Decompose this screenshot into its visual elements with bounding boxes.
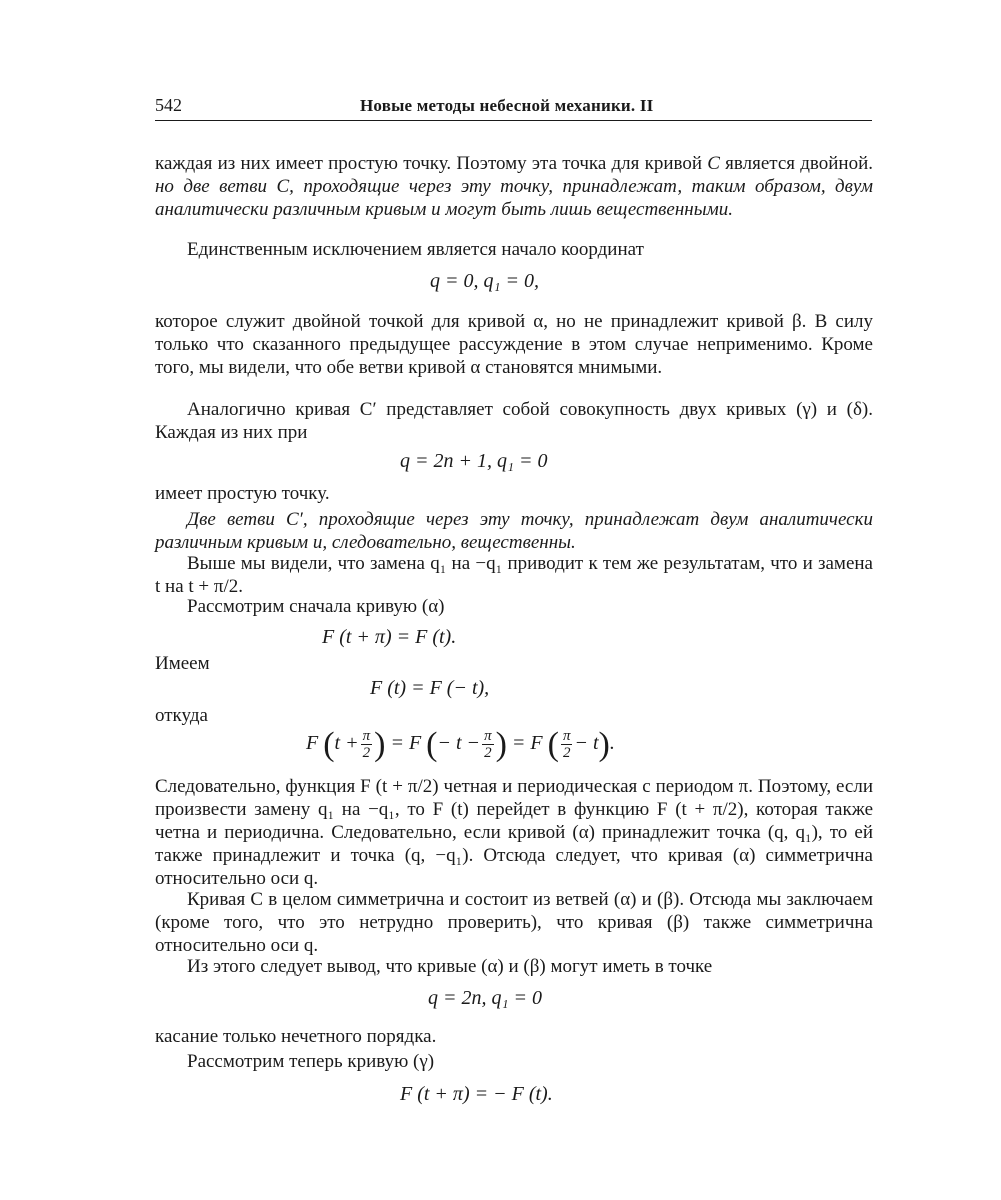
f5-part-f: − t [574,732,599,755]
paragraph-13: Рассмотрим теперь кривую (γ) [187,1051,435,1072]
formula-shift-half-pi [306,728,615,761]
f5-part-d: − t − [437,732,481,755]
page-number: 542 [155,95,182,115]
f5-fraction-1: $\frac{\pi}{2}$ [362,728,371,761]
formula-alpha-periodic: F (t + π) = F (t). [322,626,457,648]
p1-text-b: является двойной. [719,153,873,174]
f5-paren-open-2: ( [426,726,438,763]
paragraph-7: Выше мы видели, что замена q₁ на −q₁ приводит к тем же результатам, что и замена t на t + π/2. [155,553,873,597]
paragraph-4: Аналогично кривая C′ представляет собой совокупность двух кривых (γ) и (δ). Каждая из них при [155,399,873,443]
f5-paren-open-3: ( [547,726,559,763]
running-title: Новые методы небесной механики. II [360,96,654,115]
formula-q-2n: q = 2n, q₁ = 0 [428,987,542,1009]
label-otkuda: откуда [155,705,208,726]
paragraph-8: Рассмотрим сначала кривую (α) [187,596,445,617]
paragraph-10: Кривая C в целом симметрична и состоит из ветвей (α) и (β). Отсюда мы заключаем (кроме того, что это нетрудно проверить), что кривая (β) также симметрична относительно оси q. [155,889,873,956]
p1-text-a: каждая из них имеет простую точку. Поэтому эта точка для кривой [155,153,708,174]
f5-part-e: = F [511,732,543,755]
paragraph-3: которое служит двойной точкой для кривой α, но не принадлежит кривой β. В силу только что сказанного предыдущее рассуждение в этом случае неприменимо. Кроме того, мы видели, что обе ветви кривой α становятся мнимыми. [155,311,873,378]
f5-part-g: . [609,732,615,755]
f5-fraction-3: $\frac{\pi}{2}$ [562,728,571,761]
paragraph-5: имеет простую точку. [155,483,330,504]
paragraph-11: Из этого следует вывод, что кривые (α) и (β) могут иметь в точке [187,956,713,977]
p1-curve-c: C [707,153,720,174]
paragraph-9: Следовательно, функция F (t + π/2) четная и периодическая с периодом π. Поэтому, если произвести замену q₁ на −q₁, то F (t) перейдет в функцию F (t + π/2), которая также четна и периодична. Следовательно, если кривой (α) принадлежит точка (q, q₁), то ей также принадлежит и точка (q, −q₁). Отсюда следует, что кривая (α) симметрична относительно оси q. [155,776,873,889]
f5-paren-open-1: ( [323,726,335,763]
f5-fraction-2: $\frac{\pi}{2}$ [484,728,492,761]
paragraph-1 [155,152,873,221]
formula-gamma-antiperiodic: F (t + π) = − F (t). [400,1083,553,1105]
paragraph-6: Две ветви C′, проходящие через эту точку, принадлежат двум аналитически различным кривым и, следовательно, вещественны. [155,509,873,553]
f5-part-a: F [306,732,319,755]
p1-italic-text: но две ветви C, проходящие через эту точку, принадлежат, таким образом, двум аналитически различным кривым и могут быть лишь вещественными. [155,176,873,220]
page-header [155,94,872,121]
f5-paren-close-1: ) [374,726,386,763]
f5-part-b: t + [334,732,359,755]
formula-q-2n-plus-1: q = 2n + 1, q₁ = 0 [400,450,548,472]
f5-paren-close-2: ) [495,726,507,763]
formula-even: F (t) = F (− t), [370,677,490,699]
f5-part-c: = F [390,732,422,755]
paragraph-12: касание только нечетного порядка. [155,1026,437,1047]
label-imeem: Имеем [155,653,210,674]
paragraph-2: Единственным исключением является начало координат [187,239,644,260]
formula-origin: q = 0, q₁ = 0, [430,270,539,292]
f5-paren-close-3: ) [598,726,610,763]
